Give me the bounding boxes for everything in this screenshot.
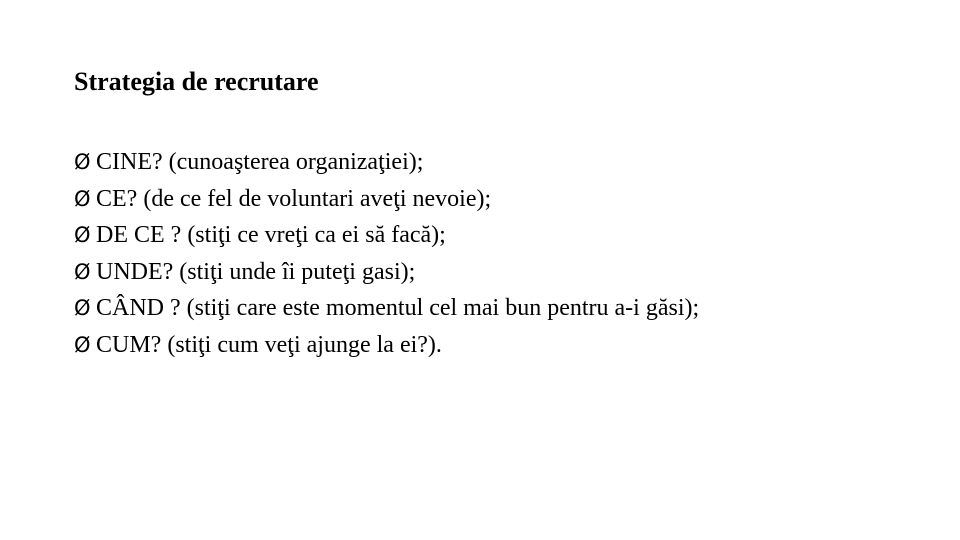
bullet-item-cine <box>74 144 699 181</box>
arrow-bullet-icon: Ø <box>74 332 91 357</box>
bullet-item-ce <box>74 181 699 218</box>
bullet-text: CINE? (cunoaşterea organizaţiei); <box>96 149 424 175</box>
arrow-bullet-icon: Ø <box>74 186 91 211</box>
bullet-item-cum <box>74 327 699 364</box>
arrow-bullet-icon: Ø <box>74 223 91 247</box>
arrow-bullet-icon: Ø <box>74 259 91 284</box>
bullet-text: CUM? (stiţi cum veţi ajunge la ei?). <box>96 331 442 358</box>
slide-title: Strategia de recrutare <box>74 67 319 96</box>
bullet-text: CE? (de ce fel de voluntari aveţi nevoie); <box>96 185 492 212</box>
bullet-text: DE CE ? (stiţi ce vreţi ca ei să facă); <box>96 222 446 248</box>
bullet-item-de-ce <box>74 217 699 254</box>
bullet-item-cand <box>74 290 699 327</box>
bullet-text: UNDE? (stiţi unde îi puteţi gasi); <box>96 258 416 285</box>
arrow-bullet-icon: Ø <box>74 296 91 320</box>
bullet-list <box>74 144 699 363</box>
arrow-bullet-icon: Ø <box>74 150 91 174</box>
bullet-item-unde <box>74 254 699 291</box>
bullet-text: CÂND ? (stiţi care este momentul cel mai bun pentru a-i găsi); <box>96 295 700 321</box>
